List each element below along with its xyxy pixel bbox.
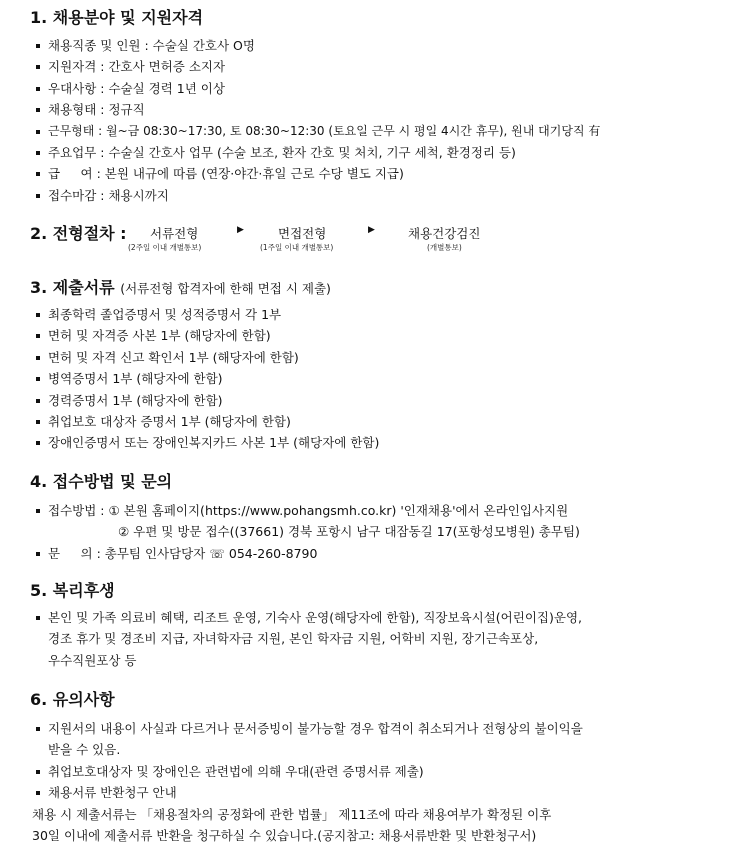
list-item: 급 여 : 본원 내규에 따름 (연장·야간·휴일 근로 수당 별도 지급) [36, 163, 600, 184]
section4-list [36, 500, 580, 564]
section6-list [32, 718, 583, 846]
list-item: 채용형태 : 정규직 [36, 99, 600, 120]
list-item: 채용서류 반환청구 안내 [36, 782, 583, 803]
list-item: 지원자격 : 간호사 면허증 소지자 [36, 56, 600, 77]
process-steps [128, 224, 550, 258]
list-item-apply [36, 500, 580, 543]
notice-line-1: 지원서의 내용이 사실과 다르거나 문서증빙이 불가능할 경우 합격이 취소되거나 전형상의 불이익을 [48, 721, 583, 736]
list-item-benefits [36, 607, 582, 671]
section2-heading: 2. 전형절차 : [30, 224, 127, 243]
notice-line-2: 받을 수 있음. [48, 742, 121, 758]
section1-list [36, 35, 600, 206]
step-interview: 면접전형 [278, 226, 327, 241]
step-note: (1주일 이내 개별통보) [260, 243, 334, 252]
return-note [32, 804, 583, 847]
benefits-line-3: 우수직원포상 등 [48, 652, 137, 668]
step-note: (2주일 이내 개별통보) [128, 243, 202, 252]
list-item: 취업보호대상자 및 장애인은 관련법에 의해 우대(관련 증명서류 제출) [36, 761, 583, 782]
section3-subtitle: (서류전형 합격자에 한해 면접 시 제출) [120, 281, 331, 296]
section3-title: 3. 제출서류 [30, 278, 115, 297]
section4-heading: 4. 접수방법 및 문의 [30, 472, 173, 491]
section5-list [36, 607, 582, 671]
list-item: 취업보호 대상자 증명서 1부 (해당자에 한함) [36, 411, 379, 432]
step-health-check: 채용건강검진 [408, 226, 481, 241]
list-item: 병역증명서 1부 (해당자에 한함) [36, 368, 379, 389]
list-item [36, 718, 583, 761]
list-item: 최종학력 졸업증명서 및 성적증명서 각 1부 [36, 304, 379, 325]
step-document-screening: 서류전형 [150, 226, 199, 241]
list-item: 장애인증명서 또는 장애인복지카드 사본 1부 (해당자에 한함) [36, 432, 379, 453]
return-note-line-2: 30일 이내에 제출서류 반환을 청구하실 수 있습니다.(공지참고: 채용서류반환 및 반환청구서) [32, 828, 537, 844]
benefits-line-1: 본인 및 가족 의료비 혜택, 리조트 운영, 기숙사 운영(해당자에 한함), 직장보육시설(어린이집)운영, [48, 610, 582, 625]
return-note-line-1: 채용 시 제출서류는 「채용절차의 공정화에 관한 법률」 제11조에 따라 채용여부가 확정된 이후 [32, 806, 552, 822]
arrow-icon: ▶ [237, 225, 244, 235]
list-item: 면허 및 자격 신고 확인서 1부 (해당자에 한함) [36, 347, 379, 368]
list-item: 면허 및 자격증 사본 1부 (해당자에 한함) [36, 325, 379, 346]
list-item: 경력증명서 1부 (해당자에 한함) [36, 390, 379, 411]
list-item: 접수마감 : 채용시까지 [36, 185, 600, 206]
section5-heading: 5. 복리후생 [30, 581, 115, 600]
section3-list [36, 304, 379, 454]
section1-heading: 1. 채용분야 및 지원자격 [30, 8, 204, 27]
benefits-line-2: 경조 휴가 및 경조비 지급, 자녀학자금 지원, 본인 학자금 지원, 어학비 지원, 장기근속포상, [48, 631, 539, 647]
apply-line-1: 접수방법 : ① 본원 홈페이지(https://www.pohangsmh.co.kr) '인재채용'에서 온라인입사지원 [48, 503, 569, 518]
section6-heading: 6. 유의사항 [30, 690, 115, 709]
list-item: 우대사항 : 수술실 경력 1년 이상 [36, 78, 600, 99]
list-item: 근무형태 : 월~금 08:30~17:30, 토 08:30~12:30 (토요일 근무 시 평일 4시간 휴무), 원내 대기당직 有 [36, 121, 600, 142]
section3-heading [30, 275, 331, 298]
apply-line-2: ② 우편 및 방문 접수((37661) 경북 포항시 남구 대잠동길 17(포항성모병원) 총무팀) [118, 524, 580, 540]
list-item: 주요업무 : 수술실 간호사 업무 (수술 보조, 환자 간호 및 처치, 기구 세척, 환경정리 등) [36, 142, 600, 163]
arrow-icon: ▶ [368, 225, 375, 235]
list-item-contact: 문 의 : 총무팀 인사담당자 ☏ 054-260-8790 [36, 543, 580, 564]
step-note: (개별통보) [427, 243, 462, 252]
list-item: 채용직종 및 인원 : 수술실 간호사 O명 [36, 35, 600, 56]
